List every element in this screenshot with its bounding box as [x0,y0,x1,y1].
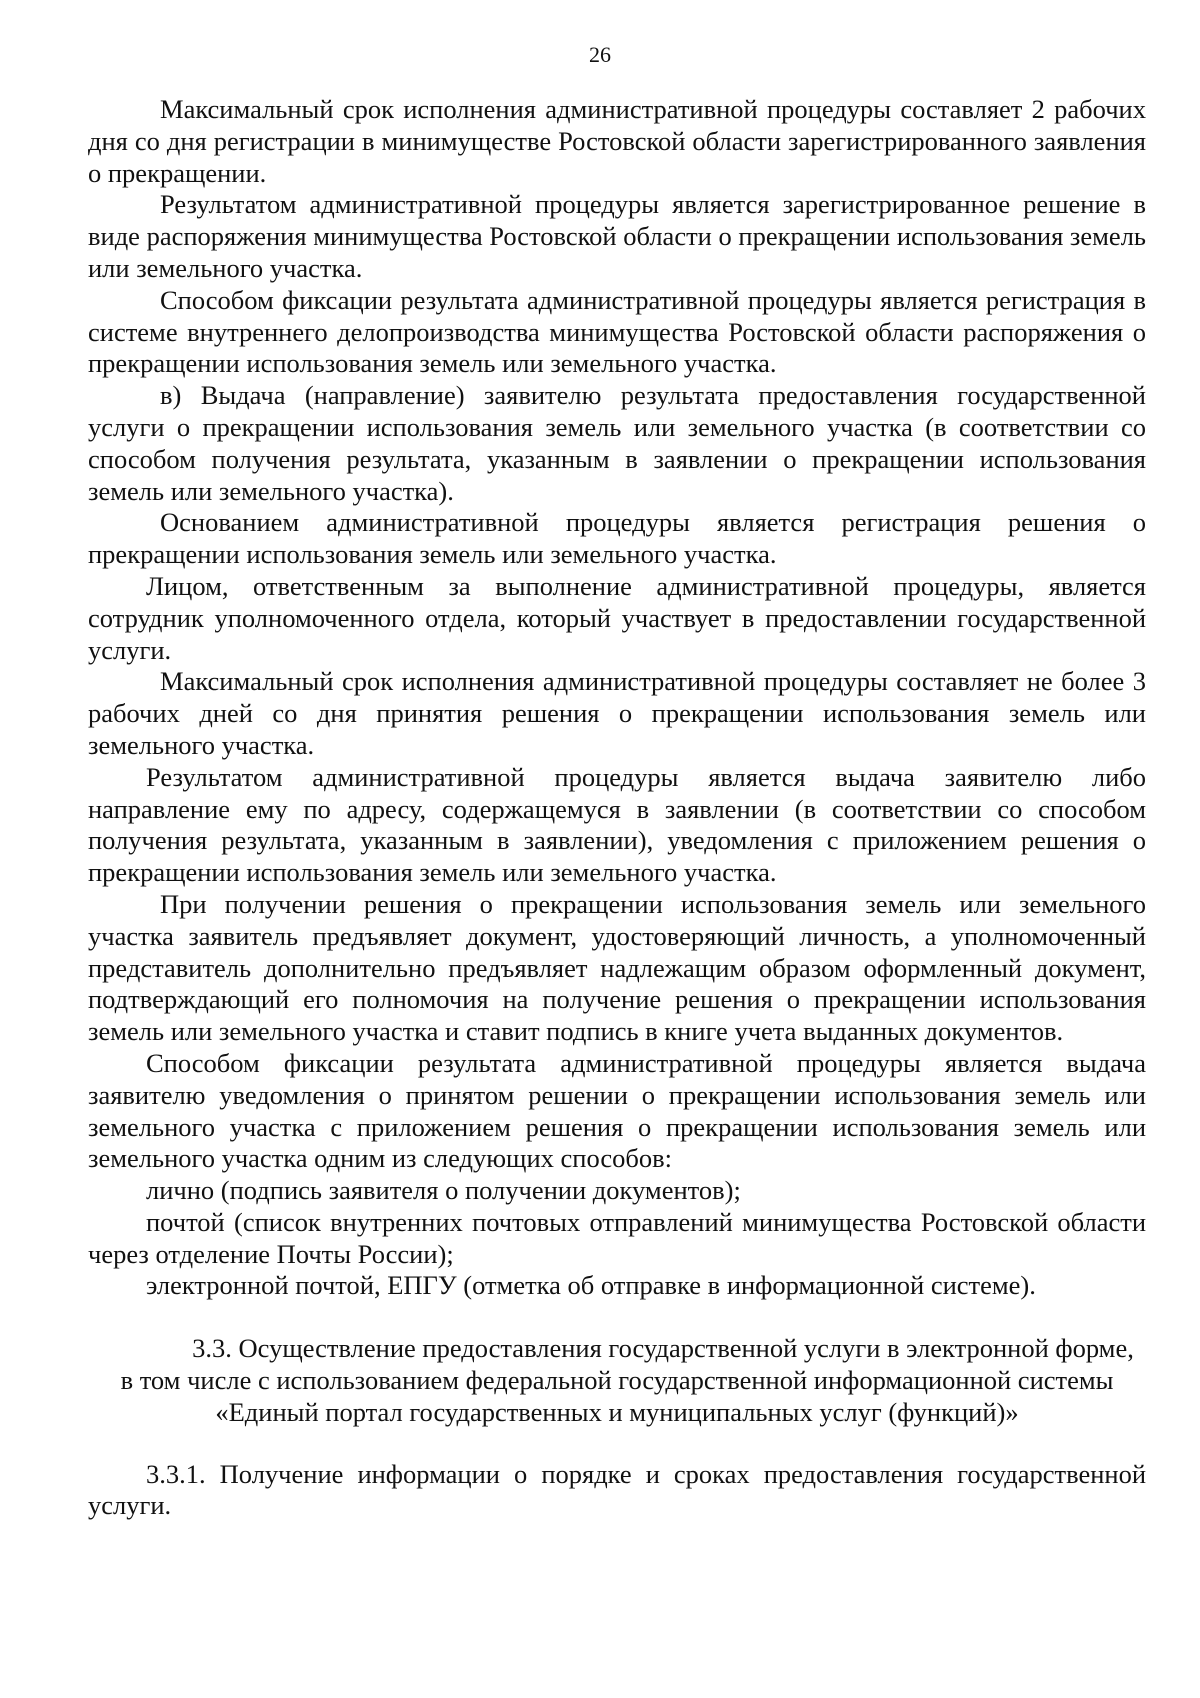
subsection-paragraph: 3.3.1. Получение информации о порядке и сроках предоставления государственной услуги. [88,1458,1146,1521]
list-item-by-mail: почтой (список внутренних почтовых отправлений минимущества Ростовской области через отделение Почты России); [88,1206,1146,1269]
paragraph-receipt-conditions: При получении решения о прекращении использования земель или земельного участка заявитель предъявляет документ, удостоверяющий личность, а уполномоченный представитель дополнительно предъявляет надлежащим образом оформленный документ, подтверждающий его полномочия на получение решения о прекращении использования земель или земельного участка и ставит подпись в книге учета выданных документов. [88,888,1146,1047]
list-item-personally: лично (подпись заявителя о получении документов); [146,1175,741,1206]
paragraph-deadline-registration: Максимальный срок исполнения административной процедуры составляет 2 рабочих дня со дня регистрации в минимуществе Ростовской области зарегистрированного заявления о прекращении. [88,94,1146,188]
paragraph-issuance: в) Выдача (направление) заявителю результата предоставления государственной услуги о прекращении использования земель или земельного участка (в соответствии со способом получения результата, указанным в заявлении о прекращении использования земель или земельного участка). [88,380,1146,506]
list-item-electronic: электронной почтой, ЕПГУ (отметка об отправке в информационной системе). [146,1270,1036,1301]
document-body [88,94,1146,1522]
paragraph-deadline-decision: Максимальный срок исполнения административной процедуры составляет не более 3 рабочих дней со дня принятия решения о прекращении использования земель или земельного участка. [88,666,1146,760]
paragraph-result-issuance: Результатом административной процедуры является выдача заявителю либо направление ему по адресу, содержащемуся в заявлении (в соответствии со способом получения результата, указанным в заявлении), уведомления с приложением решения о прекращении использования земель или земельного участка. [88,761,1146,888]
paragraph-basis: Основанием административной процедуры является регистрация решения о прекращении использования земель или земельного участка. [88,507,1146,570]
paragraph-result-decision: Результатом административной процедуры является зарегистрированное решение в виде распоряжения минимущества Ростовской области о прекращении использования земель или земельного участка. [88,189,1146,283]
paragraph-fixation-issuance: Способом фиксации результата административной процедуры является выдача заявителю уведомления о принятом решении о прекращении использования земель или земельного участка с приложением решения о прекращении использования земель или земельного участка одним из следующих способов: [88,1047,1146,1174]
section-heading: 3.3. Осуществление предоставления государственной услуги в электронной форме, в том числе с использованием федеральной государственной информационной системы «Единый портал государственных и муниципальных услуг (функций)» [120,1333,1134,1427]
paragraph-fixation-method: Способом фиксации результата административной процедуры является регистрация в системе внутреннего делопроизводства минимущества Ростовской области распоряжения о прекращении использования земель или земельного участка. [88,284,1146,379]
paragraph-responsible-person: Лицом, ответственным за выполнение административной процедуры, является сотрудник уполномоченного отдела, который участвует в предоставлении государственной услуги. [88,570,1146,665]
page-number: 26 [589,42,611,67]
